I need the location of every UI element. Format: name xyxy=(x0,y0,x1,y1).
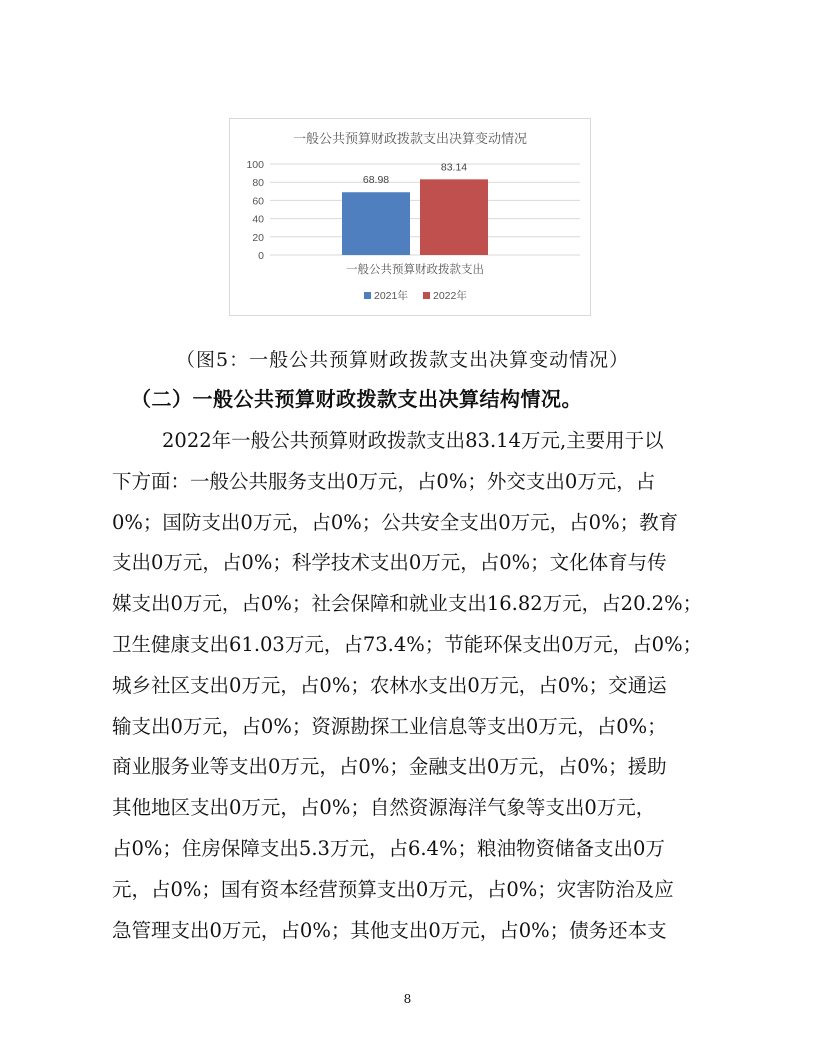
paragraph-line: 城乡社区支出0万元，占0%；农林水支出0万元，占0%；交通运 xyxy=(112,673,667,697)
y-tick-label: 60 xyxy=(252,195,264,208)
data-label: 83.14 xyxy=(440,161,468,174)
bar-2021年 xyxy=(342,192,410,255)
paragraph-line: 下方面：一般公共服务支出0万元，占0%；外交支出0万元，占 xyxy=(112,469,656,493)
y-tick-label: 20 xyxy=(252,231,264,244)
paragraph-line: 媒支出0万元，占0%；社会保障和就业支出16.82万元，占20.2%； xyxy=(112,592,703,616)
paragraph-line: 商业服务业等支出0万元，占0%；金融支出0万元，占0%；援助 xyxy=(112,755,667,779)
paragraph-line: 0%；国防支出0万元，占0%；公共安全支出0万元，占0%；教育 xyxy=(112,510,679,534)
chart-title: 一般公共预算财政拨款支出决算变动情况 xyxy=(292,131,528,146)
paragraph-line: 占0%；住房保障支出5.3万元，占6.4%；粮油物资储备支出0万 xyxy=(112,836,665,860)
legend-label: 2022年 xyxy=(433,290,467,302)
legend-swatch-2021年 xyxy=(364,292,371,299)
paragraph-line: 卫生健康支出61.03万元，占73.4%；节能环保支出0万元，占0%； xyxy=(112,632,703,656)
x-category-label: 一般公共预算财政拨款支出 xyxy=(346,264,484,276)
bar-2022年 xyxy=(420,179,488,255)
body-paragraph xyxy=(112,421,702,951)
paragraph-line: 支出0万元，占0%；科学技术支出0万元，占0%；文化体育与传 xyxy=(112,551,667,575)
paragraph-line: 急管理支出0万元，占0%；其他支出0万元，占0%；债务还本支 xyxy=(112,918,667,942)
paragraph-line: 元，占0%；国有资本经营预算支出0万元，占0%；灾害防治及应 xyxy=(112,877,674,901)
y-tick-label: 0 xyxy=(258,250,264,262)
figure-caption: （图5：一般公共预算财政拨款支出决算变动情况） xyxy=(176,349,630,371)
page-number: 8 xyxy=(403,992,412,1006)
y-tick-label: 100 xyxy=(246,159,264,171)
y-tick-label: 80 xyxy=(252,177,264,190)
y-tick-label: 40 xyxy=(252,213,264,226)
paragraph-line: 其他地区支出0万元，占0%；自然资源海洋气象等支出0万元， xyxy=(112,796,656,820)
paragraph-line: 2022年一般公共预算财政拨款支出83.14万元,主要用于以 xyxy=(162,429,664,452)
bar-chart xyxy=(230,119,590,315)
legend-label: 2021年 xyxy=(374,290,408,302)
legend-swatch-2022年 xyxy=(423,292,430,299)
chart-container xyxy=(229,118,591,316)
data-label: 68.98 xyxy=(362,174,390,187)
section-heading: （二）一般公共预算财政拨款支出决算结构情况。 xyxy=(131,387,582,411)
paragraph-line: 输支出0万元，占0%；资源勘探工业信息等支出0万元，占0%； xyxy=(112,714,667,738)
